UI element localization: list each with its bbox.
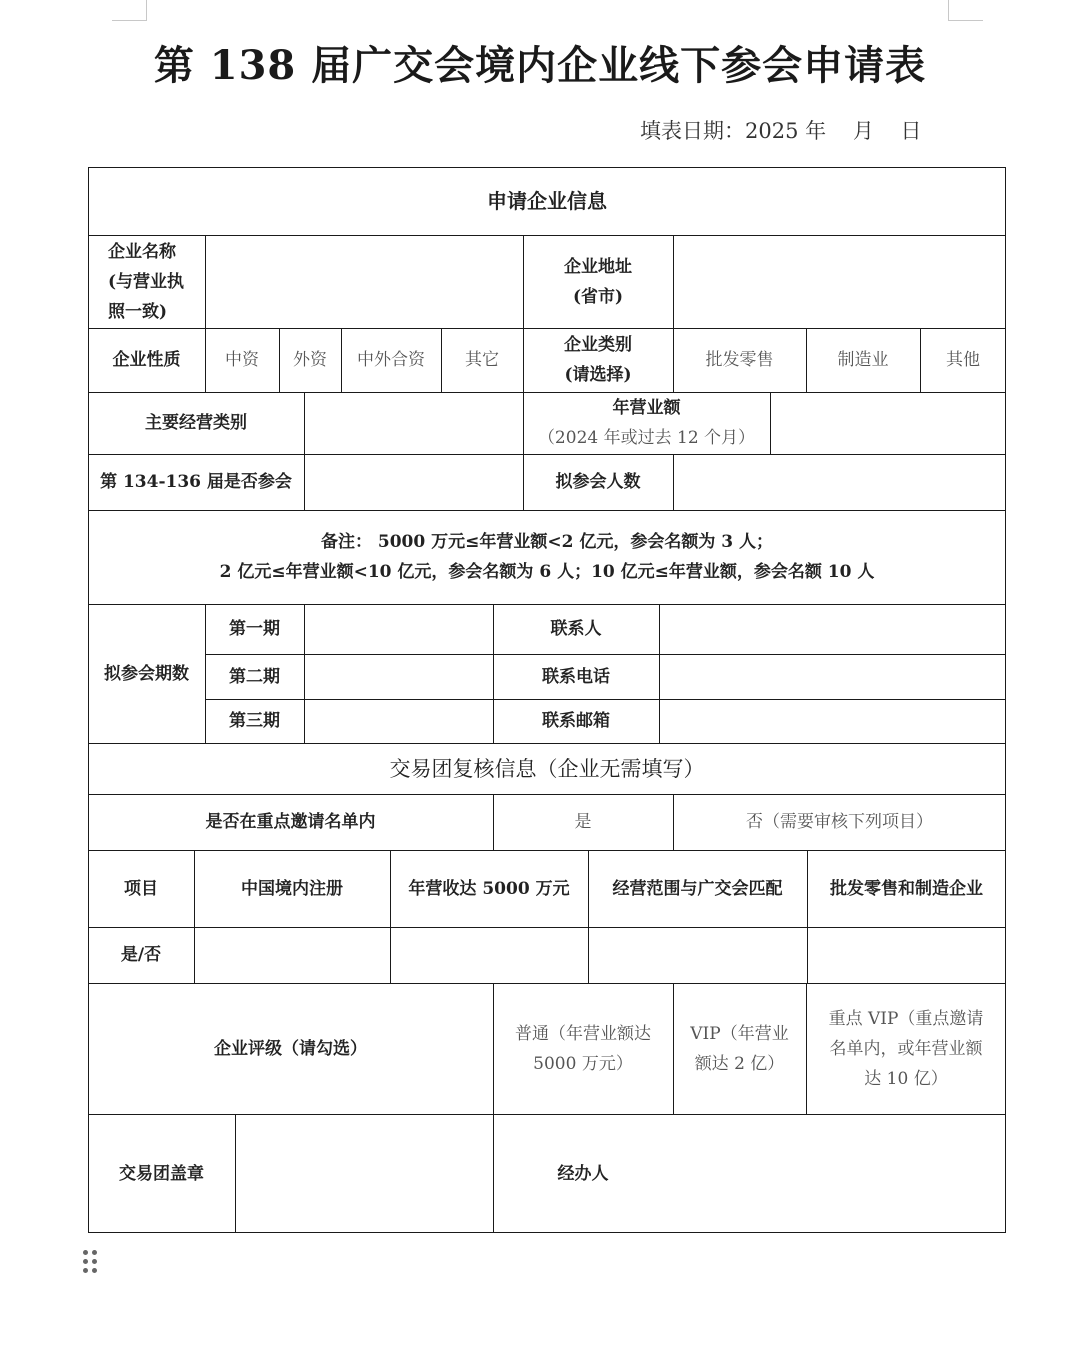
category-option-wholesale-retail[interactable]: 批发零售 bbox=[705, 350, 774, 370]
remark bbox=[88, 510, 1006, 604]
attendee-count-label: 拟参会人数 bbox=[555, 472, 641, 492]
yes-no-field-wholesale[interactable] bbox=[807, 927, 1006, 983]
phase-3-field[interactable] bbox=[304, 699, 493, 743]
company-category-label: 企业类别 (请选择) bbox=[564, 335, 632, 385]
annual-revenue-field[interactable] bbox=[770, 392, 1006, 454]
phase-3-label: 第三期 bbox=[229, 711, 280, 731]
nature-option-joint-venture[interactable]: 中外合资 bbox=[357, 350, 425, 370]
rating-label: 企业评级（请勾选） bbox=[214, 1038, 367, 1059]
item-wholesale-manufacturing: 批发零售和制造企业 bbox=[830, 878, 983, 899]
phase-2-label: 第二期 bbox=[229, 666, 280, 687]
attendee-count-field[interactable] bbox=[673, 454, 1006, 510]
form-title: 第 138 届广交会境内企业线下参会申请表 bbox=[153, 42, 927, 89]
yes-no-field-registration[interactable] bbox=[194, 927, 390, 983]
main-business-label: 主要经营类别 bbox=[145, 413, 247, 433]
category-option-other[interactable]: 其他 bbox=[946, 350, 980, 370]
page-corner-mark-right bbox=[948, 0, 983, 21]
invite-list-label: 是否在重点邀请名单内 bbox=[205, 812, 376, 832]
contact-person-label: 联系人 bbox=[550, 619, 602, 639]
phase-1-field[interactable] bbox=[304, 604, 493, 654]
yes-no-label: 是/否 bbox=[120, 945, 162, 965]
item-domestic-registration: 中国境内注册 bbox=[241, 878, 343, 899]
invite-list-yes-option[interactable]: 是 bbox=[574, 812, 592, 832]
company-address-label: 企业地址 (省市) bbox=[564, 256, 632, 307]
main-business-field[interactable] bbox=[304, 392, 523, 454]
nature-option-foreign[interactable]: 外资 bbox=[293, 350, 327, 370]
remark-line-1: 备注： 5000 万元≤年营业额<2 亿元，参会名额为 3 人； bbox=[320, 532, 774, 552]
item-business-scope-match: 经营范围与广交会匹配 bbox=[612, 878, 783, 899]
company-name-field[interactable] bbox=[205, 235, 523, 328]
invite-list-no-option[interactable]: 否（需要审核下列项目） bbox=[746, 812, 933, 832]
rating-option-key-vip[interactable]: 重点 VIP（重点邀请 名单内，或年营业额 达 10 亿） bbox=[828, 1008, 984, 1089]
company-nature-label: 企业性质 bbox=[112, 350, 181, 370]
annual-revenue-label: 年营业额 bbox=[612, 398, 681, 418]
category-option-manufacturing[interactable]: 制造业 bbox=[837, 350, 889, 370]
contact-person-field[interactable] bbox=[659, 604, 1006, 654]
item-label: 项目 bbox=[124, 878, 158, 899]
annual-revenue-label-cell bbox=[523, 392, 770, 454]
seal-field[interactable] bbox=[235, 1114, 493, 1233]
contact-email-label: 联系邮箱 bbox=[542, 711, 610, 731]
drag-handle-icon[interactable] bbox=[83, 1250, 99, 1278]
rating-option-regular[interactable]: 普通（年营业额达 5000 万元） bbox=[515, 1023, 651, 1074]
contact-phone-field[interactable] bbox=[659, 654, 1006, 699]
yes-no-field-scope[interactable] bbox=[588, 927, 807, 983]
section-header-review-info: 交易团复核信息（企业无需填写） bbox=[389, 756, 705, 781]
annual-revenue-note: （2024 年或过去 12 个月） bbox=[537, 428, 756, 448]
nature-option-domestic[interactable]: 中资 bbox=[225, 350, 259, 370]
rating-option-vip[interactable]: VIP（年营业 额达 2 亿） bbox=[690, 1023, 789, 1074]
phases-label: 拟参会期数 bbox=[104, 663, 189, 684]
phase-1-label: 第一期 bbox=[229, 619, 280, 639]
prior-session-field[interactable] bbox=[304, 454, 523, 510]
page-corner-mark-left bbox=[112, 0, 147, 21]
handler-label: 经办人 bbox=[557, 1163, 609, 1184]
item-revenue-threshold: 年营收达 5000 万元 bbox=[408, 878, 570, 899]
section-header-applicant-info: 申请企业信息 bbox=[487, 189, 607, 213]
fill-date: 填表日期：2025 年 月 日 bbox=[640, 119, 922, 143]
contact-phone-label: 联系电话 bbox=[542, 666, 610, 687]
phase-2-field[interactable] bbox=[304, 654, 493, 699]
contact-email-field[interactable] bbox=[659, 699, 1006, 743]
nature-option-other[interactable]: 其它 bbox=[465, 350, 499, 370]
yes-no-field-revenue[interactable] bbox=[390, 927, 588, 983]
prior-session-label: 第 134-136 届是否参会 bbox=[100, 472, 292, 492]
company-address-field[interactable] bbox=[673, 235, 1006, 328]
company-name-label: 企业名称 (与营业执 照一致) bbox=[108, 241, 185, 322]
remark-line-2: 2 亿元≤年营业额<10 亿元，参会名额为 6 人；10 亿元≤年营业额，参会名额 10 人 bbox=[219, 562, 875, 582]
handler-field[interactable] bbox=[673, 1114, 1006, 1233]
seal-label: 交易团盖章 bbox=[119, 1163, 204, 1184]
